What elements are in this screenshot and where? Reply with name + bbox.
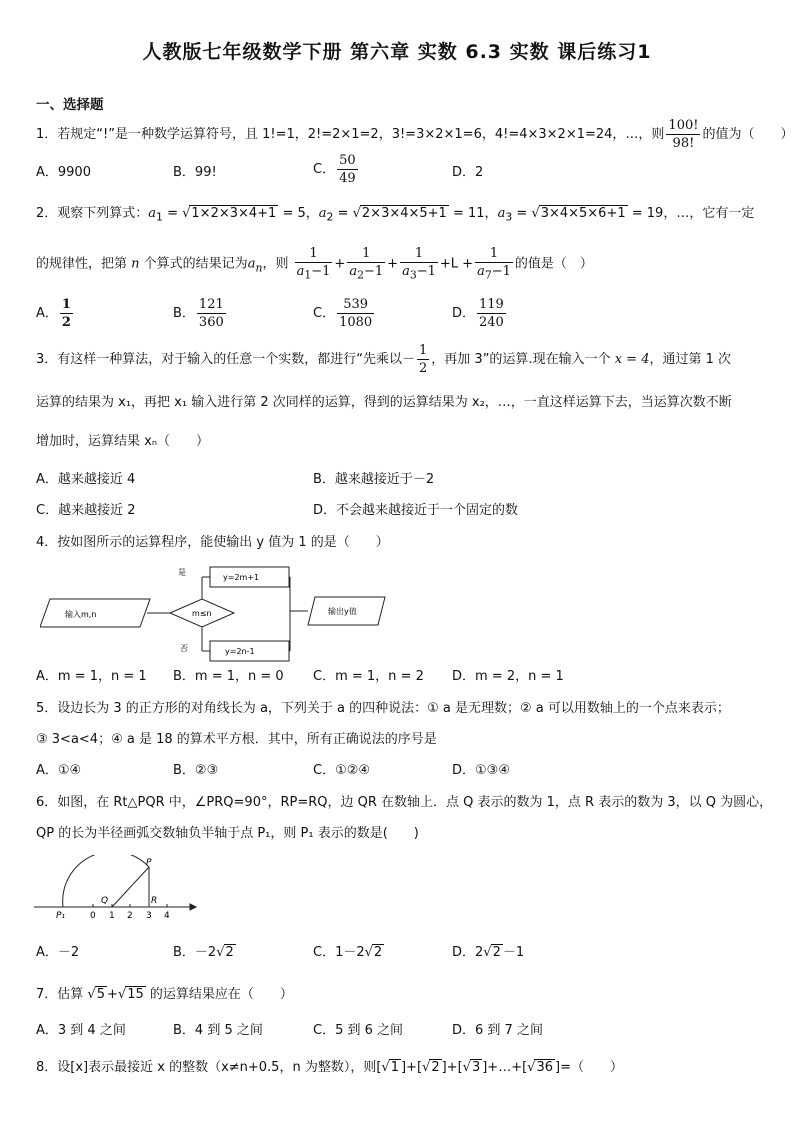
question-5-line-1: 5．设边长为 3 的正方形的对角线长为 a，下列关于 a 的四种说法：① a 是无理数；② a 可以用数轴上的一个点来表示； (36, 701, 730, 716)
option-b[interactable]: B．－2√2 (173, 945, 234, 960)
tick-label: 3 (146, 911, 152, 921)
option-d[interactable]: D．2√2 －1 (452, 945, 525, 960)
option-c[interactable]: C．5 到 6 之间 (313, 1023, 404, 1038)
option-d[interactable]: D． $\frac{119}{240}$ (452, 297, 504, 330)
option-d[interactable]: D．2 (452, 165, 484, 180)
option-c[interactable]: C．越来越接近 2 (36, 503, 136, 518)
option-d[interactable]: D．m = 2，n = 1 (452, 669, 564, 684)
option-b[interactable]: B．越来越接近于－2 (313, 472, 435, 487)
flow-top-box-label: y=2m+1 (223, 573, 260, 582)
option-a[interactable]: A． $\frac{1}{2}$ (36, 297, 71, 330)
tick-label: 4 (164, 911, 170, 921)
question-5-line-2: ③ 3<a<4；④ a 是 18 的算术平方根．其中，所有正确说法的序号是 (36, 732, 437, 747)
question-7: 7．估算 √5 +√15 的运算结果应在（ ） (36, 987, 293, 1002)
option-a[interactable]: A．9900 (36, 165, 91, 180)
question-8: 8．设[x]表示最接近 x 的整数（x≠n+0.5，n 为整数），则[√1 ]+[√2 ]+[√3 ]+…+[√36 ]=（ ） (36, 1060, 623, 1075)
option-a[interactable]: A．越来越接近 4 (36, 472, 136, 487)
flow-output-label: 输出y值 (328, 607, 357, 616)
section-heading: 一、选择题 (36, 97, 104, 113)
flow-input-label: 输入m,n (65, 610, 97, 619)
flowchart (40, 563, 400, 663)
option-a[interactable]: A．－2 (36, 945, 80, 960)
flow-bottom-box-label: y=2n-1 (225, 647, 255, 656)
tick-label: 0 (90, 911, 96, 921)
option-d[interactable]: D．不会越来越接近于一个固定的数 (313, 503, 519, 518)
point-r-label: R (151, 896, 158, 906)
question-6-line-2: QP 的长为半径画弧交数轴负半轴于点 P₁，则 P₁ 表示的数是( ) (36, 826, 419, 841)
option-c[interactable]: C．①②④ (313, 763, 371, 778)
option-c[interactable]: C． $\frac{539}{1080}$ (313, 297, 373, 330)
question-3-line-3: 增加时，运算结果 xₙ（ ） (36, 434, 210, 449)
question-2-line-2: 的规律性，把第 n 个算式的结果记为$a_n$，则 $\frac{1}{a_1-1}$ + $\frac{1}{a_2-1}$ + $\frac{1}{a_3-1}$ +L + $\frac{1}{a_7-1}$ 的值是（ ） (36, 246, 593, 282)
question-1: 1．若规定“!”是一种数学运算符号，且 1!=1，2!=2×1=2，3!=3×2×1=6，4!=4×3×2×1=24，…，则 $\frac{100!}{98!}$ 的值为（ ） (36, 118, 794, 151)
option-b[interactable]: B． $\frac{121}{360}$ (173, 297, 224, 330)
option-d[interactable]: D．6 到 7 之间 (452, 1023, 543, 1038)
option-a[interactable]: A．①④ (36, 763, 82, 778)
tick-label: 2 (127, 911, 133, 921)
option-b[interactable]: B．99! (173, 165, 217, 180)
option-c[interactable]: C．1－2√2 (313, 945, 383, 960)
question-3-line-1: 3．有这样一种算法，对于输入的任意一个实数，都进行“先乘以－ $\frac{1}{2}$ ，再加 3”的运算.现在输入一个 x = 4，通过第 1 次 (36, 343, 732, 376)
question-4: 4．按如图所示的运算程序，能使输出 y 值为 1 的是（ ） (36, 535, 389, 550)
point-p-label: P (146, 858, 152, 868)
point-q-label: Q (101, 896, 109, 906)
option-a[interactable]: A．3 到 4 之间 (36, 1023, 126, 1038)
question-6-line-1: 6．如图，在 Rt△PQR 中，∠PRQ=90°，RP=RQ，边 QR 在数轴上．点 Q 表示的数为 1，点 R 表示的数为 3，以 Q 为圆心， (36, 795, 773, 810)
flow-yes-label: 是 (178, 568, 186, 577)
fraction: $\frac{100!}{98!}$ (668, 118, 699, 151)
question-2-line-1: 2．观察下列算式：$a_1 = √1\times 2\times 3\times 4+1 = 5$，$a_2 = √2\times 3\times 4\times 5+1 = 11$，$a_3 = √3\times 4\times 5\times 6+1 = 19$，…，它有一定 (36, 206, 755, 224)
option-c[interactable]: C． $\frac{50}{49}$ (313, 153, 356, 186)
tick-label: 1 (109, 911, 115, 921)
option-c[interactable]: C．m = 1，n = 2 (313, 669, 424, 684)
flow-no-label: 否 (180, 644, 188, 653)
option-b[interactable]: B．②③ (173, 763, 219, 778)
page-title: 人教版七年级数学下册 第六章 实数 6.3 实数 课后练习1 (142, 41, 652, 63)
option-d[interactable]: D．①③④ (452, 763, 510, 778)
point-p1-label: P₁ (56, 911, 66, 921)
number-line-figure (30, 855, 200, 925)
option-a[interactable]: A．m = 1，n = 1 (36, 669, 147, 684)
option-b[interactable]: B．m = 1，n = 0 (173, 669, 284, 684)
option-b[interactable]: B．4 到 5 之间 (173, 1023, 263, 1038)
flow-condition-label: m≤n (192, 609, 212, 618)
question-3-line-2: 运算的结果为 x₁，再把 x₁ 输入进行第 2 次同样的运算，得到的运算结果为 x₂，…，一直这样运算下去，当运算次数不断 (36, 395, 732, 410)
